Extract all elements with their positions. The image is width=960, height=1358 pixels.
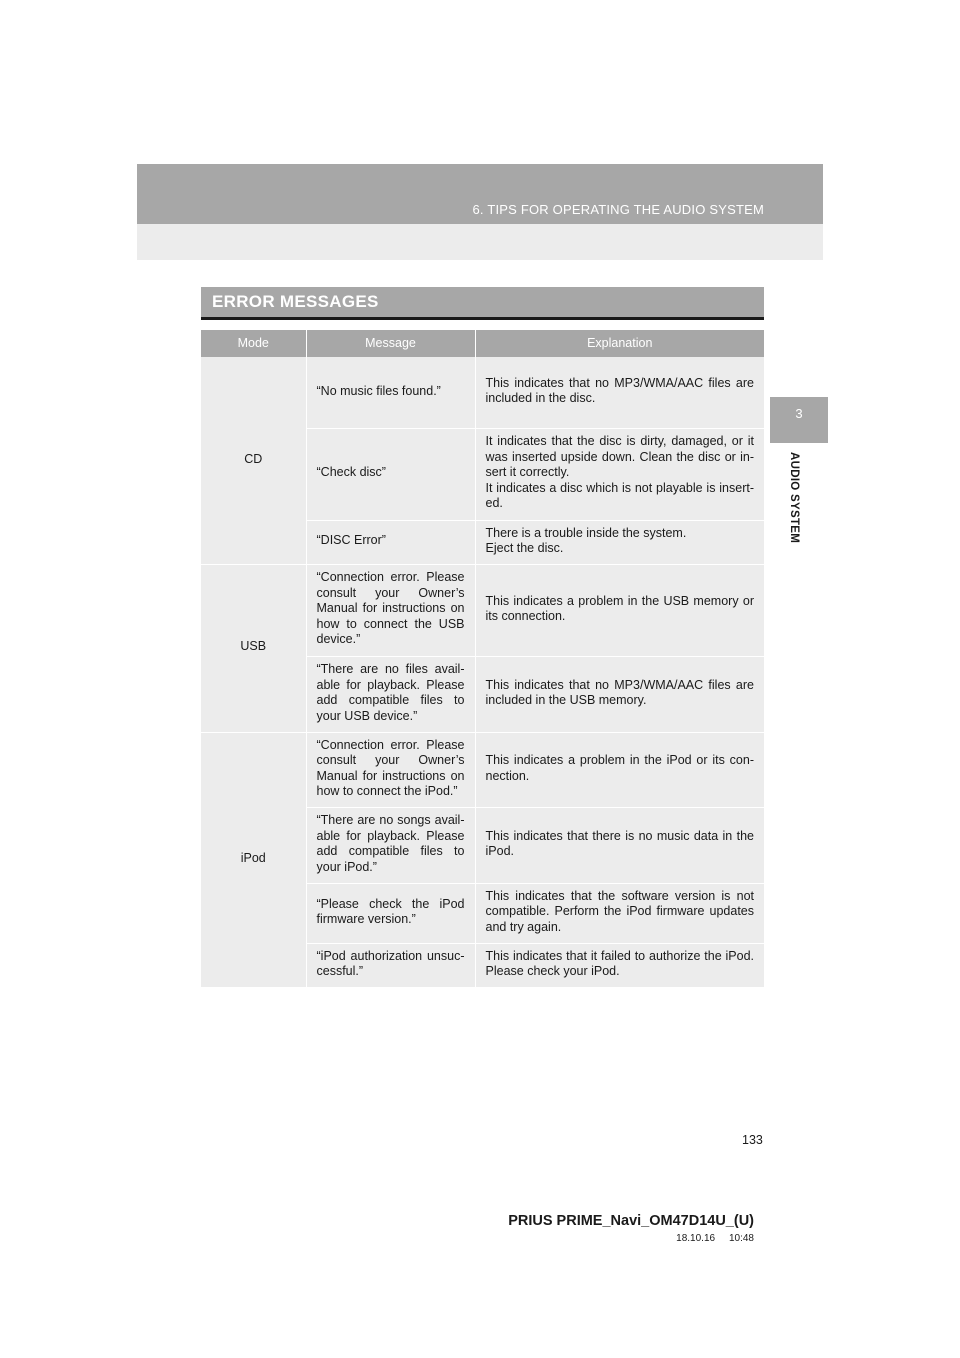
- side-tab-label: [786, 452, 802, 562]
- table-row: [201, 732, 764, 807]
- page-number: 133: [742, 1133, 763, 1147]
- explanation-cell: This indicates that the software version is not compatible. Perform the iPod firmware updates and try again.: [475, 883, 764, 943]
- explanation-cell: This indicates that no MP3/WMA/AAC files are included in the disc.: [475, 357, 764, 428]
- section-header: [201, 287, 764, 320]
- explanation-cell: This indicates that there is no music data in the iPod.: [475, 807, 764, 883]
- mode-cell-cd: CD: [201, 357, 306, 564]
- message-cell: “There are no files avail-able for playback. Please add compatible files to your USB device.”: [306, 656, 475, 732]
- explanation-cell: This indicates that no MP3/WMA/AAC files are included in the USB memory.: [475, 656, 764, 732]
- document-id: PRIUS PRIME_Navi_OM47D14U_(U): [508, 1213, 754, 1229]
- print-timestamp: [676, 1233, 754, 1244]
- column-header-explanation: Explanation: [475, 330, 764, 357]
- explanation-cell: [475, 428, 764, 520]
- message-cell: “iPod authorization unsuc-cessful.”: [306, 943, 475, 987]
- error-messages-table: [201, 330, 764, 988]
- explanation-cell: This indicates a problem in the iPod or its con-nection.: [475, 732, 764, 807]
- message-cell: “Connection error. Please consult your Owner’s Manual for instructions on how to connect the USB device.”: [306, 564, 475, 656]
- table-header-row: [201, 330, 764, 357]
- message-cell: “No music files found.”: [306, 357, 475, 428]
- explanation-cell: This indicates that it failed to authorize the iPod. Please check your iPod.: [475, 943, 764, 987]
- message-cell: “There are no songs avail-able for playback. Please add compatible files to your iPod.”: [306, 807, 475, 883]
- explanation-cell: [475, 520, 764, 564]
- side-tab-number: 3: [795, 406, 803, 421]
- section-title: ERROR MESSAGES: [212, 292, 379, 311]
- explanation-line: There is a trouble inside the system. Eject the disc.: [485, 525, 687, 555]
- explanation-line: It indicates that the disc is dirty, damaged, or it was inserted upside down. Clean the disc or in-sert it correctly. It indicates a disc which is not playable is insert-ed.: [485, 434, 754, 511]
- column-header-mode: Mode: [201, 330, 306, 357]
- message-cell: “DISC Error”: [306, 520, 475, 564]
- print-timestamp-text: 18.10.16 10:48: [676, 1233, 754, 1244]
- side-tab-label-text: AUDIO SYSTEM: [788, 452, 800, 544]
- table-row: [201, 357, 764, 428]
- column-header-message: Message: [306, 330, 475, 357]
- table-row: [201, 564, 764, 656]
- mode-cell-usb: USB: [201, 564, 306, 732]
- message-cell: “Check disc”: [306, 428, 475, 520]
- message-cell: “Connection error. Please consult your Owner’s Manual for instructions on how to connect the iPod.”: [306, 732, 475, 807]
- chapter-title: 6. TIPS FOR OPERATING THE AUDIO SYSTEM: [472, 202, 764, 217]
- explanation-cell: This indicates a problem in the USB memory or its connection.: [475, 564, 764, 656]
- mode-cell-ipod: iPod: [201, 732, 306, 987]
- message-cell: “Please check the iPod firmware version.”: [306, 883, 475, 943]
